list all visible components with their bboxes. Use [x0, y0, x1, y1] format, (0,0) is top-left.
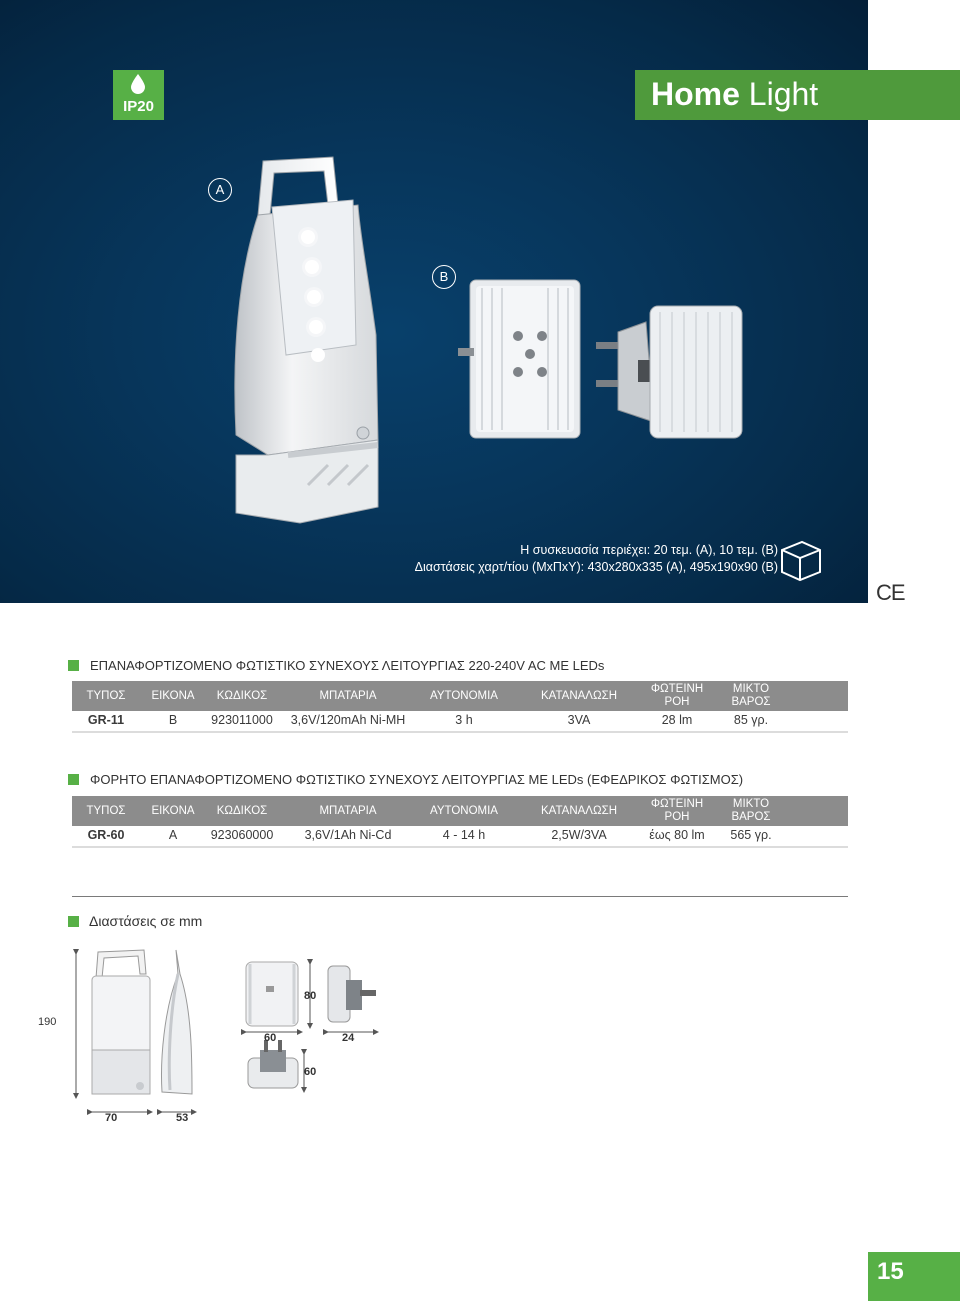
ip-rating-text: IP20: [123, 98, 154, 115]
label-a: A: [208, 178, 232, 202]
col-battery: ΜΠΑΤΑΡΙΑ: [319, 804, 377, 817]
col-type: ΤΥΠΟΣ: [86, 804, 126, 817]
col-autonomy: ΑΥΤΟΝΟΜΙΑ: [430, 689, 498, 702]
section2-title: [68, 772, 743, 787]
col-luminous-flux: ΦΩΤΕΙΝΗ ΡΟΗ: [650, 798, 704, 823]
title-bold: Home: [651, 76, 740, 112]
dim-a-width: 70: [105, 1112, 118, 1124]
product-a-side-drawing: [162, 950, 192, 1094]
col-autonomy: ΑΥΤΟΝΟΜΙΑ: [430, 804, 498, 817]
col-weight: ΜΙΚΤΟ ΒΑΡΟΣ: [731, 798, 771, 823]
water-drop-icon: [131, 74, 145, 94]
label-b: B: [432, 265, 456, 289]
col-weight: ΜΙΚΤΟ ΒΑΡΟΣ: [731, 683, 771, 708]
cell-code: 923060000: [210, 828, 274, 842]
cell-autonomy: 3 h: [455, 713, 473, 727]
cell-weight: 565 γρ.: [730, 828, 772, 842]
section2-table: [72, 796, 848, 848]
green-bullet-icon: [68, 660, 79, 671]
col-type: ΤΥΠΟΣ: [86, 689, 126, 702]
dim-b-height: 80: [304, 990, 317, 1002]
section1-table: [72, 681, 848, 733]
dim-a-depth: 53: [176, 1112, 189, 1124]
col-luminous-flux: ΦΩΤΕΙΝΗ ΡΟΗ: [650, 683, 704, 708]
col-code: ΚΩΔΙΚΟΣ: [216, 804, 268, 817]
product-b-plug-drawing: [248, 1040, 298, 1088]
cell-battery: 3,6V/1Ah Ni-Cd: [304, 828, 392, 842]
cell-battery: 3,6V/120mAh Ni-MH: [290, 713, 406, 727]
green-bullet-icon: [68, 774, 79, 785]
col-consumption: ΚΑΤΑΝΑΛΩΣΗ: [541, 804, 617, 817]
table-row: [72, 711, 848, 733]
col-consumption: ΚΑΤΑΝΑΛΩΣΗ: [541, 689, 617, 702]
dim-b-width: 60: [264, 1032, 277, 1044]
table-header: [72, 681, 848, 711]
cell-autonomy: 4 - 14 h: [442, 828, 486, 842]
table-header: [72, 796, 848, 826]
dimensions-title: [68, 913, 202, 929]
page-number: 15: [877, 1258, 904, 1285]
col-battery: ΜΠΑΤΑΡΙΑ: [319, 689, 377, 702]
green-bullet-icon: [68, 916, 79, 927]
product-b-front-image: [458, 278, 583, 440]
cell-image: B: [168, 713, 178, 727]
product-a-front-drawing: [92, 950, 150, 1094]
cell-type: GR-60: [87, 828, 125, 842]
product-b-side-drawing: [328, 966, 376, 1022]
product-b-side-image: [596, 302, 746, 442]
section1-title: [68, 658, 604, 673]
product-a-image: [228, 155, 398, 525]
ce-mark: CE: [876, 580, 905, 605]
col-image: ΕΙΚΟΝΑ: [151, 689, 195, 702]
carton-box-icon: [778, 538, 824, 582]
cell-weight: 85 γρ.: [733, 713, 769, 727]
cell-image: A: [168, 828, 178, 842]
dim-b-depth: 24: [342, 1032, 355, 1044]
section2-title-text: ΦΟΡΗΤΟ ΕΠΑΝΑΦΟΡΤΙΖΟΜΕΝΟ ΦΩΤΙΣΤΙΚΟ ΣΥΝΕΧΟΥΣ ΛΕΙΤΟΥΡΓΙΑΣ ΜΕ LEDs (ΕΦΕΔΡΙΚΟΣ ΦΩΤΙΣΜΟΣ): [90, 772, 744, 787]
title-banner: [635, 70, 960, 120]
dimensions-title-text: Διαστάσεις σε mm: [89, 913, 203, 929]
product-b-front-drawing: [246, 962, 298, 1026]
ip-rating-badge: [113, 70, 164, 120]
dim-b-plug: 60: [304, 1066, 317, 1078]
cell-consumption: 2,5W/3VA: [551, 828, 607, 842]
col-code: ΚΩΔΙΚΟΣ: [216, 689, 268, 702]
packaging-dimensions: Διαστάσεις χαρτ/τίου (ΜxΠxΥ): 430x280x335 (Α), 495x190x90 (Β): [414, 560, 778, 574]
section1-title-text: ΕΠΑΝΑΦΟΡΤΙΖΟΜΕΝΟ ΦΩΤΙΣΤΙΚΟ ΣΥΝΕΧΟΥΣ ΛΕΙΤΟΥΡΓΙΑΣ 220-240V AC ME LEDs: [90, 658, 605, 673]
cell-code: 923011000: [211, 713, 273, 727]
packaging-quantity: Η συσκευασία περιέχει: 20 τεμ. (Α), 10 τεμ. (Β): [520, 543, 778, 557]
title-light: Light: [748, 76, 819, 112]
cell-type: GR-11: [87, 713, 125, 727]
packaging-info: [415, 542, 778, 576]
page-number-badge: [868, 1252, 960, 1301]
col-image: ΕΙΚΟΝΑ: [151, 804, 195, 817]
cell-luminous-flux: έως 80 lm: [649, 828, 705, 842]
dim-a-height: 190: [38, 1016, 57, 1028]
cell-consumption: 3VA: [567, 713, 591, 727]
table-row: [72, 826, 848, 848]
page-title: [651, 76, 818, 113]
cell-luminous-flux: 28 lm: [661, 713, 693, 727]
section-divider: [72, 896, 848, 897]
